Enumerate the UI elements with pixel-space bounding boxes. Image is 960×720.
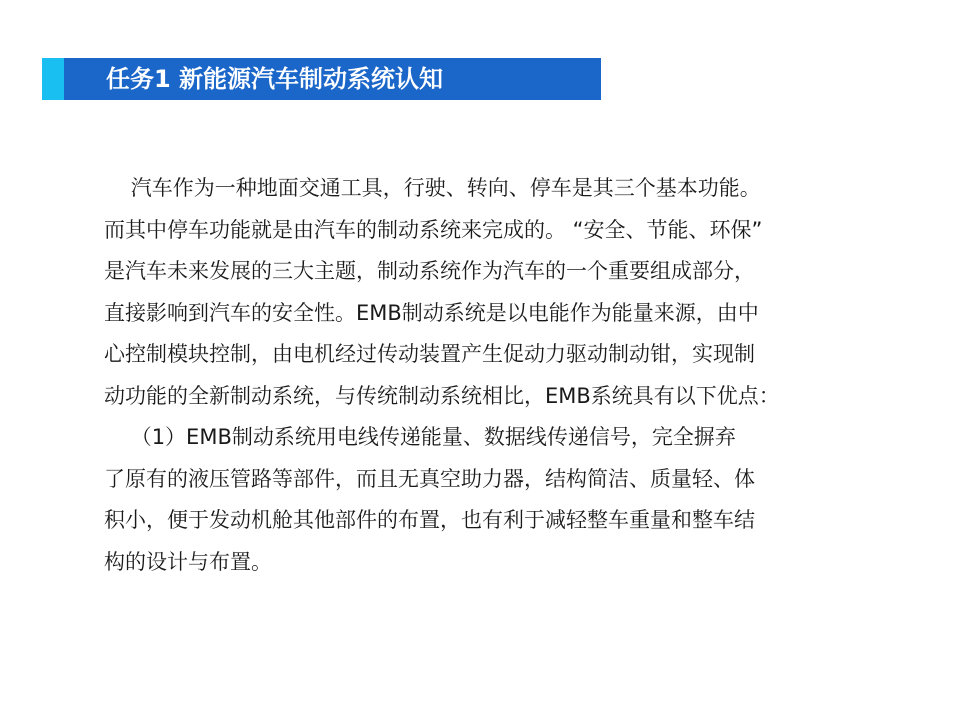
body-line: 动功能的全新制动系统，与传统制动系统相比，EMB系统具有以下优点： (104, 383, 780, 408)
page-title: 任务1 新能源汽车制动系统认知 (106, 65, 444, 93)
body-line: 构的设计与布置。 (104, 549, 272, 574)
body-line: 是汽车未来发展的三大主题，制动系统作为汽车的一个重要组成部分， (104, 259, 755, 283)
body-line: 积小，便于发动机舱其他部件的布置，也有利于减轻整车重量和整车结 (104, 508, 755, 532)
body-line: 而其中停车功能就是由汽车的制动系统来完成的。 “安全、节能、环保” (104, 217, 763, 242)
body-line: 汽车作为一种地面交通工具，行驶、转向、停车是其三个基本功能。 (104, 176, 761, 200)
body-line: （1）EMB制动系统用电线传递能量、数据线传递信号，完全摒弃 (104, 425, 736, 449)
body-line: 心控制模块控制，由电机经过传动装置产生促动力驱动制动钳，实现制 (104, 342, 755, 366)
body-line: 了原有的液压管路等部件，而且无真空助力器，结构简洁、质量轻、体 (104, 466, 755, 491)
body-line: 直接影响到汽车的安全性。EMB制动系统是以电能作为能量来源，由中 (104, 300, 759, 325)
body-paragraph (104, 168, 894, 583)
title-accent-stripe (42, 58, 64, 100)
